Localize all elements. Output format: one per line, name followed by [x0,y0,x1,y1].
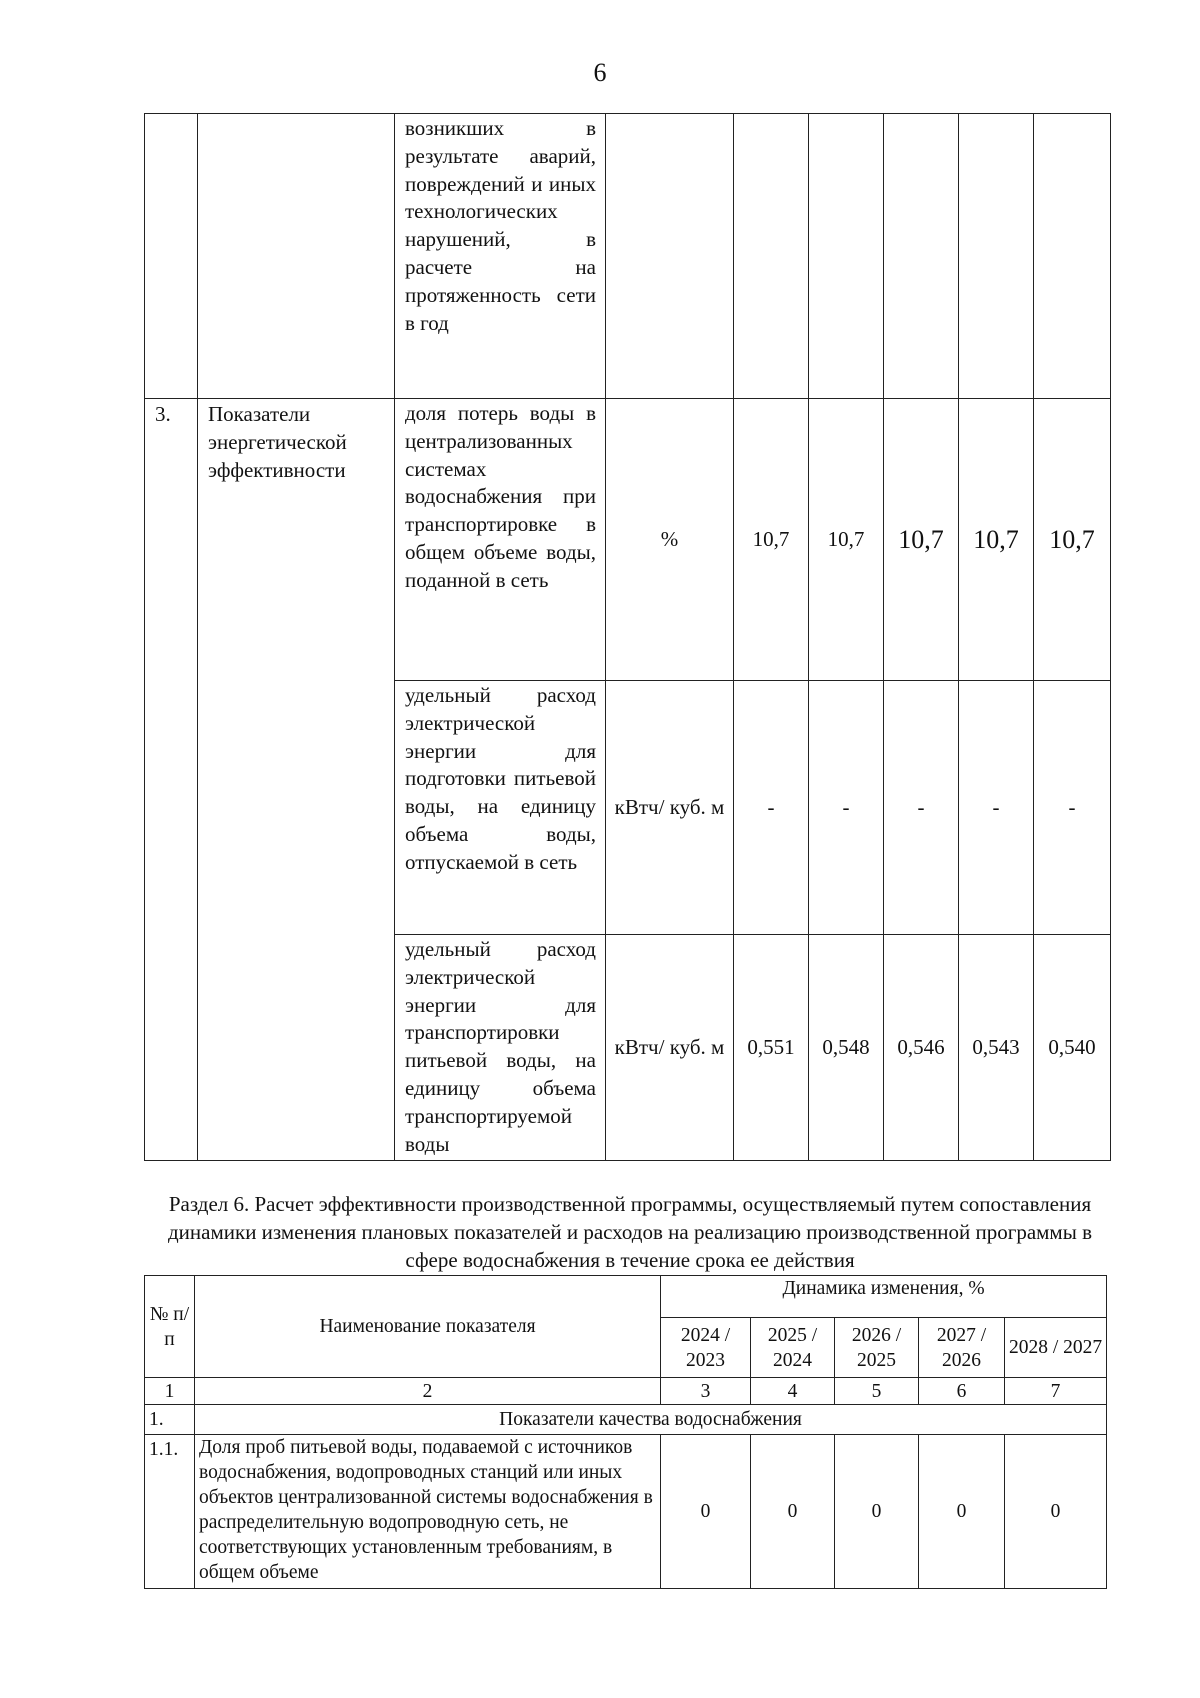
cell-empty [809,114,884,399]
indicators-table [144,113,1111,1161]
indicator-value: 10,7 [734,399,809,681]
indicator-continuation: возникших в результате аварий, повреждений и иных технологических нарушений, в расчете на протяженность сети в год [395,114,606,399]
cell-empty [198,114,395,399]
column-number: 2 [195,1378,661,1405]
group-number: 1. [145,1405,195,1435]
section-title: Раздел 6. Расчет эффективности производственной программы, осуществляемый путем сопоставления динамики изменения плановых показателей и расходов на реализацию производственной программы в сфере водоснабжения в течение срока ее действия [167,1192,1092,1272]
row-value: 0 [835,1435,919,1589]
col-header-number: № п/п [145,1276,195,1378]
indicator-value: 0,551 [734,935,809,1161]
indicator-value: 10,7 [959,399,1034,681]
indicator-unit: % [606,399,734,681]
indicator-name: удельный расход электрической энергии для транспортировки питьевой воды, на единицу объема транспортируемой воды [395,935,606,1161]
row-name: Доля проб питьевой воды, подаваемой с источников водоснабжения, водопроводных станций или иных объектов централизованной системы водоснабжения в распределительную водопроводную сеть, не соответствующих установленным требованиям, в общем объеме [195,1435,661,1589]
row-value: 0 [661,1435,751,1589]
column-number: 5 [835,1378,919,1405]
column-number: 1 [145,1378,195,1405]
indicator-value: 0,548 [809,935,884,1161]
col-header-period: 2028 / 2027 [1005,1318,1107,1378]
col-header-period: 2025 / 2024 [751,1318,835,1378]
table-row-continuation [145,114,1111,399]
indicator-name: доля потерь воды в централизованных системах водоснабжения при транспортировке в общем объеме воды, поданной в сеть [395,399,606,681]
column-number: 4 [751,1378,835,1405]
row-number: 1.1. [145,1435,195,1589]
column-number: 6 [919,1378,1005,1405]
cell-empty [734,114,809,399]
indicator-unit: кВтч/ куб. м [606,681,734,935]
row-value: 0 [751,1435,835,1589]
indicator-value: - [809,681,884,935]
col-header-period: 2026 / 2025 [835,1318,919,1378]
table-header-row [145,1276,1107,1318]
cell-empty [606,114,734,399]
col-header-dynamics: Динамика изменения, % [661,1276,1107,1318]
column-number: 7 [1005,1378,1107,1405]
group-name: Показатели энергетической эффективности [198,399,395,1161]
row-value: 0 [1005,1435,1107,1589]
indicator-value: 0,546 [884,935,959,1161]
page-number: 6 [593,58,607,87]
indicator-value: 10,7 [1034,399,1111,681]
group-name: Показатели качества водоснабжения [195,1405,1107,1435]
indicator-value: - [959,681,1034,935]
indicator-value: 0,543 [959,935,1034,1161]
column-number: 3 [661,1378,751,1405]
cell-empty [1034,114,1111,399]
indicator-value: - [1034,681,1111,935]
cell-empty [145,114,198,399]
row-value: 0 [919,1435,1005,1589]
indicator-value: - [734,681,809,935]
indicator-unit: кВтч/ куб. м [606,935,734,1161]
cell-empty [959,114,1034,399]
indicator-value: 10,7 [809,399,884,681]
indicator-value: - [884,681,959,935]
group-row [145,1405,1107,1435]
table-row [145,399,1111,681]
indicator-value: 10,7 [884,399,959,681]
group-number: 3. [145,399,198,1161]
column-numbers-row [145,1378,1107,1405]
table-row [145,1435,1107,1589]
col-header-period: 2027 / 2026 [919,1318,1005,1378]
indicator-value: 0,540 [1034,935,1111,1161]
efficiency-table [144,1275,1107,1589]
indicator-name: удельный расход электрической энергии для подготовки питьевой воды, на единицу объема воды, отпускаемой в сеть [395,681,606,935]
col-header-period: 2024 / 2023 [661,1318,751,1378]
cell-empty [884,114,959,399]
col-header-name: Наименование показателя [195,1276,661,1378]
